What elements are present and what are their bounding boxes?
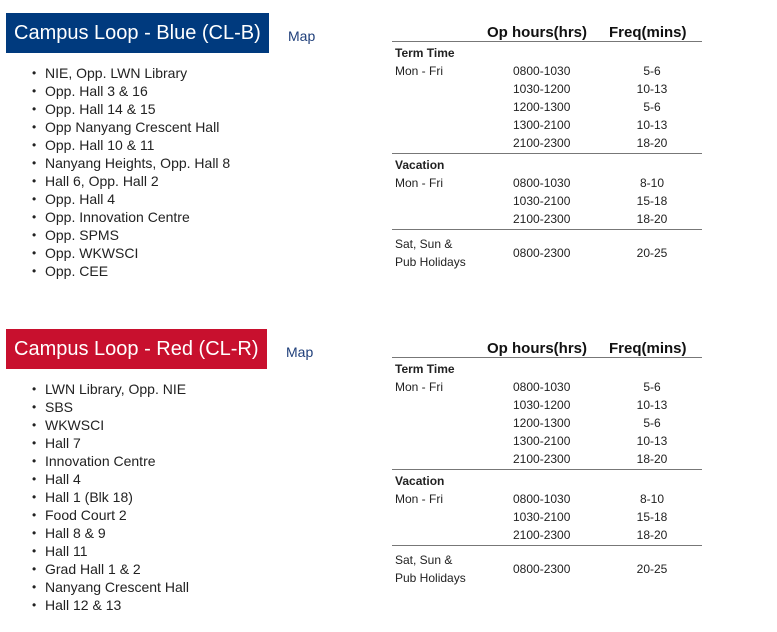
schedule-table [392, 21, 702, 272]
days-cell: Mon - Fri [395, 64, 443, 78]
freq-cell: 18-20 [636, 212, 668, 226]
days-line: Sat, Sun & [395, 237, 453, 251]
table-row [392, 432, 702, 450]
hours-cell: 2100-2300 [513, 452, 571, 466]
campus-loop-red-section [0, 316, 777, 632]
stop-item: • Hall 4 [30, 470, 189, 488]
stop-item: • Hall 6, Opp. Hall 2 [30, 172, 230, 190]
hours-cell: 1030-1200 [513, 398, 571, 412]
route-title: Campus Loop - Blue (CL-B) [6, 13, 269, 53]
stop-item: • Opp. SPMS [30, 226, 230, 244]
hours-cell: 0800-1030 [513, 492, 571, 506]
weekend-period [392, 546, 702, 588]
term-time-period [392, 358, 702, 470]
table-row [392, 396, 702, 414]
stop-item: • Opp. Hall 4 [30, 190, 230, 208]
freq-cell: 10-13 [636, 118, 668, 132]
freq-cell: 10-13 [636, 398, 668, 412]
freq-cell: 5-6 [643, 100, 661, 114]
stop-item: • LWN Library, Opp. NIE [30, 380, 189, 398]
freq-cell: 8-10 [639, 492, 665, 506]
map-link[interactable]: Map [286, 344, 314, 360]
stop-item: • Nanyang Crescent Hall [30, 578, 189, 596]
freq-cell: 20-25 [636, 246, 668, 260]
hours-cell: 1030-2100 [513, 510, 571, 524]
days-cell [395, 235, 495, 271]
table-row [392, 490, 702, 508]
stop-item: • Opp. WKWSCI [30, 244, 230, 262]
stop-item: • WKWSCI [30, 416, 189, 434]
days-cell: Mon - Fri [395, 492, 443, 506]
stop-list [30, 64, 230, 280]
stop-item: • Hall 1 (Blk 18) [30, 488, 189, 506]
hours-cell: 1030-2100 [513, 194, 571, 208]
term-time-period [392, 42, 702, 154]
table-row [392, 551, 702, 587]
stop-item: • Hall 11 [30, 542, 189, 560]
freq-cell: 20-25 [636, 562, 668, 576]
stop-item: • SBS [30, 398, 189, 416]
days-line: Sat, Sun & [395, 553, 453, 567]
hours-cell: 1030-1200 [513, 82, 571, 96]
op-hours-header: Op hours(hrs) [487, 340, 587, 357]
table-row [392, 80, 702, 98]
stop-item: • Hall 12 & 13 [30, 596, 189, 614]
table-row [392, 210, 702, 228]
stop-item: • Opp. Hall 10 & 11 [30, 136, 230, 154]
hours-cell: 1200-1300 [513, 416, 571, 430]
table-header [392, 337, 702, 358]
table-row [392, 378, 702, 396]
map-link[interactable]: Map [288, 28, 316, 44]
stop-item: • Nanyang Heights, Opp. Hall 8 [30, 154, 230, 172]
days-cell [395, 551, 495, 587]
hours-cell: 0800-1030 [513, 380, 571, 394]
stop-item: • Hall 7 [30, 434, 189, 452]
freq-cell: 15-18 [636, 510, 668, 524]
stop-item: • Food Court 2 [30, 506, 189, 524]
stop-item: • Opp. Innovation Centre [30, 208, 230, 226]
stop-item: • Grad Hall 1 & 2 [30, 560, 189, 578]
stop-item: • Hall 8 & 9 [30, 524, 189, 542]
table-row [392, 174, 702, 192]
stop-item: • Opp Nanyang Crescent Hall [30, 118, 230, 136]
freq-cell: 15-18 [636, 194, 668, 208]
period-title: Vacation [395, 158, 445, 172]
schedule-table [392, 337, 702, 588]
freq-cell: 10-13 [636, 82, 668, 96]
hours-cell: 0800-2300 [513, 562, 571, 576]
hours-cell: 1300-2100 [513, 118, 571, 132]
stop-item: • Opp. Hall 3 & 16 [30, 82, 230, 100]
table-row [392, 508, 702, 526]
hours-cell: 2100-2300 [513, 136, 571, 150]
op-hours-header: Op hours(hrs) [487, 24, 587, 41]
days-line: Pub Holidays [395, 571, 466, 585]
freq-cell: 18-20 [636, 136, 668, 150]
hours-cell: 1200-1300 [513, 100, 571, 114]
freq-cell: 10-13 [636, 434, 668, 448]
hours-cell: 0800-1030 [513, 176, 571, 190]
stop-list [30, 380, 189, 614]
table-row [392, 134, 702, 152]
hours-cell: 2100-2300 [513, 212, 571, 226]
table-row [392, 450, 702, 468]
period-title: Vacation [395, 474, 445, 488]
table-row [392, 116, 702, 134]
period-title: Term Time [395, 362, 455, 376]
vacation-period [392, 470, 702, 546]
days-cell: Mon - Fri [395, 176, 443, 190]
hours-cell: 0800-2300 [513, 246, 571, 260]
days-line: Pub Holidays [395, 255, 466, 269]
route-title: Campus Loop - Red (CL-R) [6, 329, 267, 369]
hours-cell: 2100-2300 [513, 528, 571, 542]
table-row [392, 414, 702, 432]
hours-cell: 0800-1030 [513, 64, 571, 78]
table-row [392, 526, 702, 544]
freq-cell: 18-20 [636, 528, 668, 542]
stop-item: • Opp. Hall 14 & 15 [30, 100, 230, 118]
table-row [392, 98, 702, 116]
hours-cell: 1300-2100 [513, 434, 571, 448]
stop-item: • Innovation Centre [30, 452, 189, 470]
stop-item: • Opp. CEE [30, 262, 230, 280]
stop-item: • NIE, Opp. LWN Library [30, 64, 230, 82]
days-cell: Mon - Fri [395, 380, 443, 394]
weekend-period [392, 230, 702, 272]
vacation-period [392, 154, 702, 230]
table-row [392, 235, 702, 271]
period-title: Term Time [395, 46, 455, 60]
table-row [392, 192, 702, 210]
freq-cell: 5-6 [643, 416, 661, 430]
freq-header: Freq(mins) [609, 340, 687, 357]
freq-cell: 18-20 [636, 452, 668, 466]
freq-cell: 8-10 [639, 176, 665, 190]
freq-cell: 5-6 [643, 64, 661, 78]
table-header [392, 21, 702, 42]
freq-cell: 5-6 [643, 380, 661, 394]
freq-header: Freq(mins) [609, 24, 687, 41]
table-row [392, 62, 702, 80]
